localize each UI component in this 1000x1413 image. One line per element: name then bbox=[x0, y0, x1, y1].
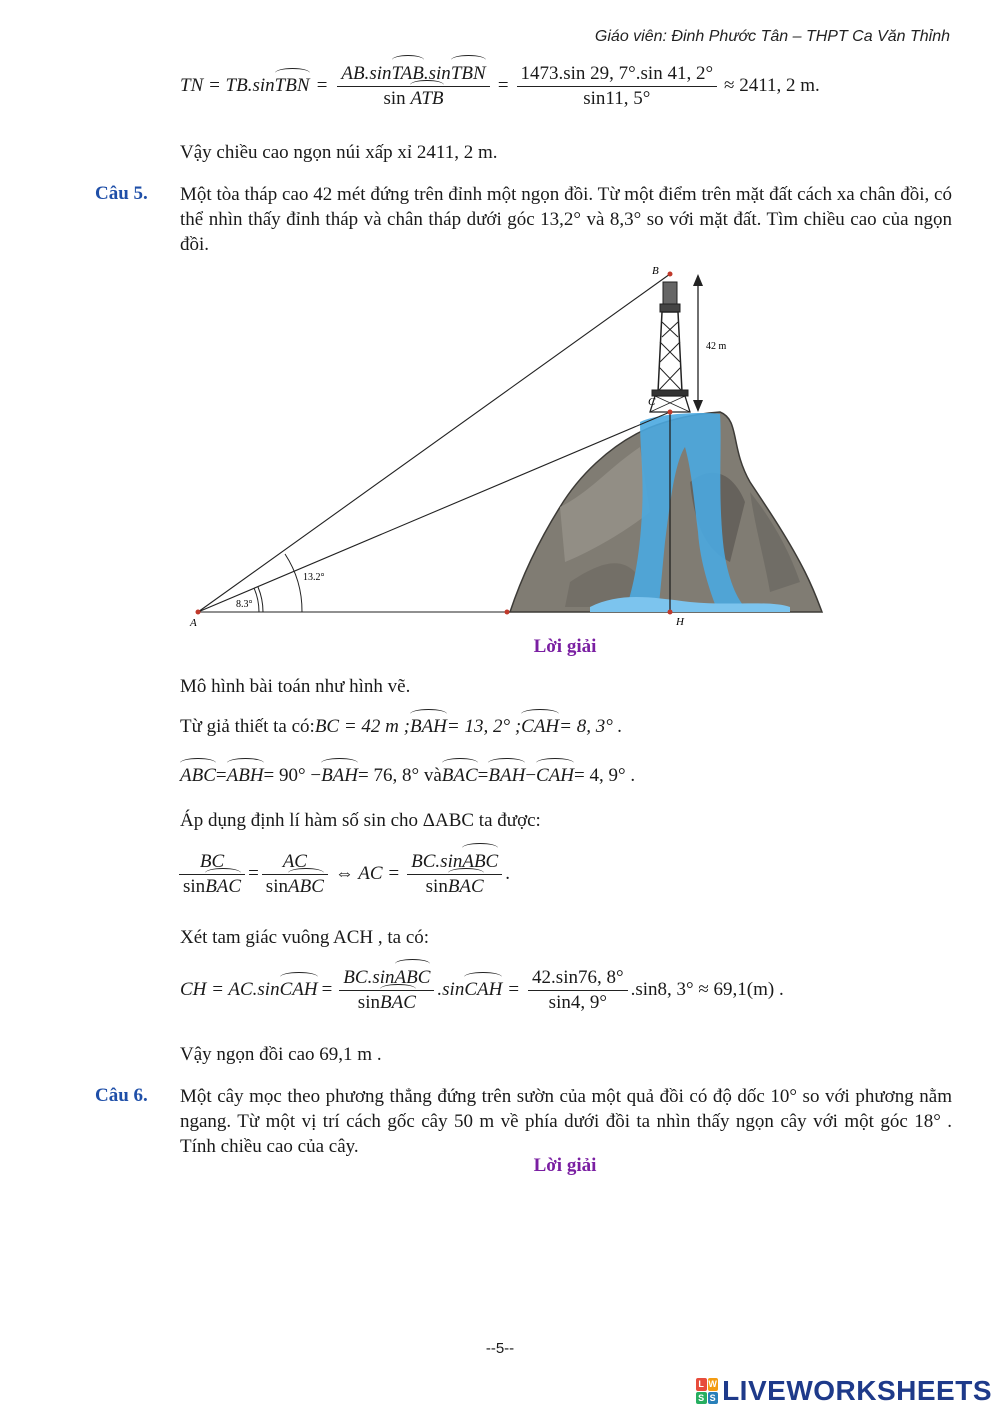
solution-5-heading: Lời giải bbox=[533, 636, 597, 657]
question-6-label: Câu 6. bbox=[95, 1085, 148, 1106]
label-a: A bbox=[190, 617, 197, 629]
top-conclusion: Vậy chiều cao ngọn núi xấp xỉ 2411, 2 m. bbox=[180, 142, 498, 163]
tower bbox=[650, 282, 690, 412]
question-6-text: Một cây mọc theo phương thẳng đứng trên sườn của một quả đồi có độ dốc 10° so với phương nằm ngang. Từ một vị trí cách gốc cây 50 m về phía dưới đồi ta nhìn thấy ngọn cây với một góc 18° . Tính chiều cao của cây. bbox=[180, 1086, 952, 1157]
page-header-teacher: Giáo viên: Đinh Phước Tân – THPT Ca Văn Thỉnh bbox=[594, 28, 950, 45]
label-height: 42 m bbox=[706, 341, 727, 352]
label-c: C bbox=[648, 396, 656, 408]
solution-5-angles: ABC = ABH = 90° − BAH = 76, 8° và BAC = BAH − CAH = 4, 9° . bbox=[180, 765, 636, 786]
label-angle-8: 8.3° bbox=[236, 599, 253, 610]
page-number: --5-- bbox=[485, 1340, 515, 1357]
solution-6-heading: Lời giải bbox=[533, 1155, 597, 1176]
label-b: B bbox=[652, 265, 659, 277]
solution-5-right-triangle: Xét tam giác vuông ACH , ta có: bbox=[180, 927, 430, 948]
solution-5-givens: Từ giả thiết ta có: BC = 42 m ; BAH = 13, 2° ; CAH = 8, 3° . bbox=[180, 716, 623, 737]
solution-5-conclusion: Vậy ngọn đồi cao 69,1 m . bbox=[180, 1044, 382, 1065]
angle-tbn: TBN bbox=[274, 75, 310, 97]
equation-ch: CH = AC.sin CAH = $\frac{\text{BC.sinABC}}{\text{sinBAC}}$ .sin CAH = $\frac{42.\sin 76, 8^\circ}{\sin 4, 9^\circ}$ .sin8, 3° ≈ 69,1(m) . bbox=[180, 967, 784, 1013]
figure-tower-hill bbox=[170, 262, 840, 632]
fraction-numeric: $\frac{1473.\sin 29, 7^\circ.\sin 41, 2^\circ}{\sin 11, 5^\circ}$ bbox=[517, 62, 718, 111]
fraction-ab-sin: $\frac{\text{AB.sinTAB.sinTBN}}{\text{sin ATB}}$ bbox=[337, 62, 489, 111]
solution-5-line1: Mô hình bài toán như hình vẽ. bbox=[180, 676, 411, 697]
eq-lhs: TN = TB.sin bbox=[180, 75, 275, 97]
liveworksheets-wordmark: LIVEWORKSHEETS bbox=[722, 1375, 992, 1406]
solution-5-sine-rule-intro: Áp dụng định lí hàm số sin cho ΔABC ta được: bbox=[180, 810, 541, 831]
eq-result: ≈ 2411, 2 m. bbox=[724, 75, 820, 97]
angle-arc-13 bbox=[285, 554, 302, 612]
label-angle-13: 13.2° bbox=[303, 572, 325, 583]
question-5-text: Một tòa tháp cao 42 mét đứng trên đỉnh một ngọn đồi. Từ một điểm trên mặt đất cách xa chân đồi, có thể nhìn thấy đỉnh tháp và chân tháp dưới góc 13,2° và 8,3° so với mặt đất. Tìm chiều cao của ngọn đồi. bbox=[180, 184, 952, 255]
label-h: H bbox=[676, 616, 684, 628]
question-5-label: Câu 5. bbox=[95, 183, 148, 204]
liveworksheets-logo-icon: L W S S bbox=[698, 1379, 718, 1403]
equation-tn: TN = TB.sin TBN = $\frac{\text{AB.sinTAB.sinTBN}}{\text{sin ATB}}$ = $\frac{1473.\sin 29, 7^\circ.\sin 41, 2^\circ}{\sin 11, 5^\circ}$ ≈ 2411, 2 m. bbox=[180, 63, 820, 109]
equation-sine-rule: $\frac{BC}{\text{sinBAC}}$ = $\frac{AC}{\text{sinABC}}$ ⇔ AC = $\frac{\text{BC.sinABC}}{\text{sinBAC}}$ . bbox=[176, 850, 510, 899]
liveworksheets-logo[interactable] bbox=[696, 1375, 992, 1407]
